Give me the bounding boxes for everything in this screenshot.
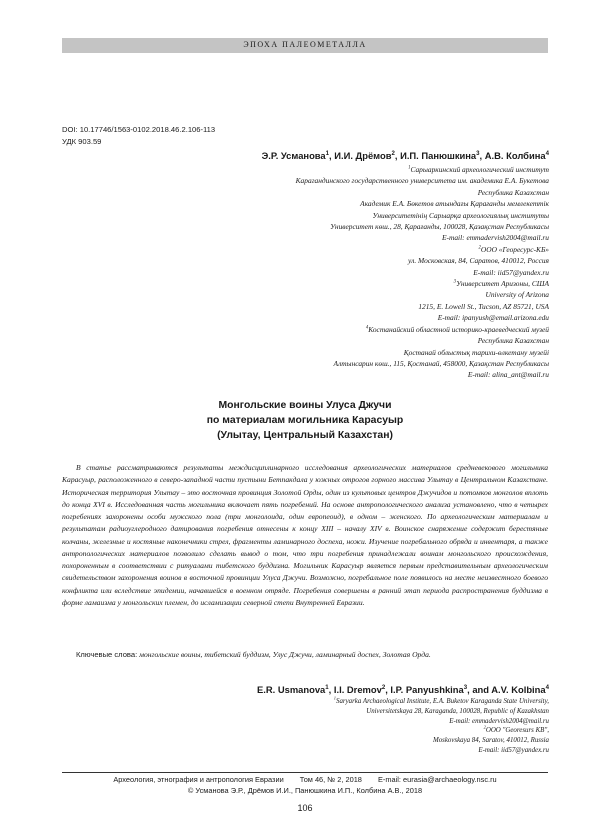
affiliation-line: $^2$OOO "Georesurs KB", (483, 725, 549, 735)
author-name: E.R. Usmanova (257, 684, 326, 695)
affiliation-line: University of Arizona (485, 290, 549, 300)
author-affiliation-mark: 2 (391, 149, 395, 157)
affiliation-line: E-mail: iid57@yandex.ru (473, 267, 549, 277)
author-affiliation-mark: 1 (325, 683, 329, 691)
section-title: ЭПОХА ПАЛЕОМЕТАЛЛА (243, 40, 367, 49)
author-affiliation-mark: 3 (463, 683, 468, 691)
authors-ru: Э.Р. Усманова$^1$, И.И. Дрёмов$^2$, И.П. Панюшкина$^3$, А.В. Колбина$^4$ (261, 149, 549, 161)
affiliation-line: Университет көш., 28, Қарағанды, 100028, Қазақстан Республикасы (330, 222, 549, 232)
affiliations-ru (109, 164, 549, 381)
author-affiliation-mark: 3 (476, 149, 480, 157)
udk: УДК 903.59 (62, 137, 102, 146)
article-title (62, 398, 548, 443)
affiliation-line: $^3$Университет Аризоны, США (453, 279, 549, 289)
affiliation-line: E-mail: iid57@yandex.ru (478, 746, 549, 754)
affiliation-line: 1215, E. Lowell St., Tucson, AZ 85721, USA (418, 301, 549, 311)
affiliation-line: Universitetskaya 28, Karaganda, 100028, Republic of Kazakhstan (366, 707, 549, 715)
authors-en: E.R. Usmanova$^1$, I.I. Dremov$^2$, I.P. Panyushkina$^3$, and A.V. Kolbina$^4$ (257, 683, 549, 695)
affiliation-line: E-mail: ipanyush@email.arizona.edu (437, 313, 549, 323)
affiliation-line: Moskovskaya 84, Saratov, 410012, Russia (432, 737, 549, 745)
footer-divider (62, 772, 548, 773)
keywords-text: монгольские воины, тибетский буддизм, Улус Джучи, ламинарный доспех, Золотая Орда. (139, 650, 431, 659)
copyright: © Усманова Э.Р., Дрёмов И.И., Панюшкина И.П., Колбина А.В., 2018 (187, 786, 423, 795)
affiliation-line: $^4$Костанайский областной историко-краеведческий музей (365, 324, 549, 334)
affiliation-line: $^1$Saryarka Archaeological Institute, E.A. Buketov Karaganda State University, (333, 695, 549, 705)
affiliation-line: E-mail: emmadervish2004@mail.ru (449, 717, 549, 725)
affiliation-line: Қостанай облыстық тарихи-өлкетану музейі (403, 347, 549, 357)
affiliation-line: $^1$Сарыаркинский археологический институт (408, 165, 549, 174)
affiliation-line: Республика Казахстан (477, 336, 549, 346)
affiliation-line: Университетінің Сарыарқа археологиялық институты (372, 210, 549, 220)
title-line: (Улытау, Центральный Казахстан) (217, 430, 393, 441)
affiliation-line: Карагандинского государственного университета им. академика Е.А. Букетова (295, 176, 549, 186)
affiliation-line: Республика Казахстан (477, 187, 549, 197)
author-name: I.P. Panyushkina (390, 684, 464, 695)
author-name: И.П. Панюшкина (400, 150, 477, 161)
doi: DOI: 10.17746/1563-0102.2018.46.2.106-113 (62, 125, 216, 134)
keywords-label: Ключевые слова: (76, 650, 138, 659)
author-name: И.И. Дрёмов (334, 150, 392, 161)
author-name: I.I. Dremov (333, 684, 382, 695)
affiliation-line: E-mail: alina_ant@mail.ru (467, 370, 549, 380)
affiliation-line: E-mail: emmadervish2004@mail.ru (442, 233, 549, 243)
author-affiliation-mark: 1 (325, 149, 330, 157)
title-line: Монгольские воины Улуса Джучи (218, 400, 392, 411)
affiliation-line: Академик Е.А. Бөкетов атындағы Қарағанды мемлекеттік (360, 199, 549, 209)
abstract: В статье рассматриваются результаты междисциплинарного исследования археологических материалов средневекового могильника Карасуыр, расположенного в северо-западной части пустыни Бетпакдала у южных отрогов горного массива Улытау в Центральном Казахстане. Историческая территория Улытау – это восточная провинция Золотой Орды, один из культовых центров Джучидов и потомков монголов вплоть до конца XVI в. Исследованная часть могильника включает пять погребений. На основе антропологического анализа установлено, что в четырех погребениях захоронены особи мужского пола (три монголоида, один европеоид), в одном – женского. По археологическим материалам и результатам радиоуглеродного датирования погребения отнесены к концу XIII – началу XIV в. Воинское снаряжение содержит берестяные колчаны, железные и костяные наконечники стрел, фрагменты ламинарного доспеха, ножи. Изучение погребального обряда и инвентаря, а также антропологических материалов позволило сделать вывод о том, что три погребения принадлежали воинам монгольского происхождения, похороненным в соответствии с ритуалами тибетского буддизма. Могильник Карасуыр является первым представительным археологическим свидетельством захоронения воинов в восточной провинции Улуса Джучи. Возможно, погребальное поле появилось на месте неизвестного боевого конфликта или вследствие эпидемии, начавшейся в военном отряде. Погребения совершены в ранний этап периода распространения буддизма в форме ламаизма у монгольских племен, до исламизации северной степи Внутренней Евразии. (62, 463, 548, 607)
page-number: 106 (297, 803, 313, 813)
author-name: А.В. Колбина (484, 150, 546, 161)
journal-volume: Том 46, № 2, 2018 (299, 775, 362, 784)
journal-email: E-mail: eurasia@archaeology.nsc.ru (377, 775, 497, 784)
author-affiliation-mark: 4 (545, 149, 549, 157)
author-affiliation-mark: 2 (381, 683, 386, 691)
keywords (76, 650, 548, 659)
affiliation-line: ул. Московская, 84, Саратов, 410012, Россия (408, 256, 549, 266)
journal-name: Археология, этнография и антропология Евразии (113, 775, 284, 784)
author-affiliation-mark: 4 (545, 683, 549, 691)
footer-line-1 (62, 775, 548, 784)
author-name: A.V. Kolbina (491, 684, 546, 695)
affiliations-en (109, 697, 549, 756)
affiliation-line: Алтынсарин көш., 115, Қостанай, 458000, Қазақстан Республикасы (333, 358, 549, 368)
affiliation-line: $^2$ООО «Георесурс-КБ» (478, 244, 549, 254)
author-name: Э.Р. Усманова (261, 150, 326, 161)
title-line: по материалам могильника Карасуыр (206, 415, 404, 426)
